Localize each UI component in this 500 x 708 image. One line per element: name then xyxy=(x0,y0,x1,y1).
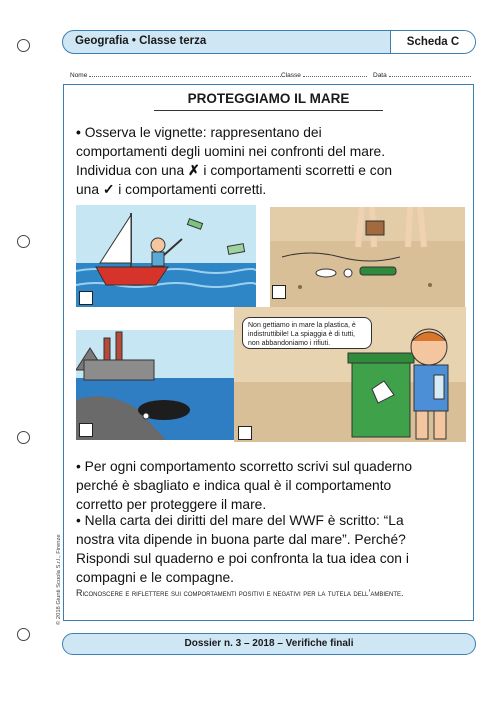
date-label: Data xyxy=(373,72,387,79)
title-underline xyxy=(154,110,383,111)
vignette-factory-pollution xyxy=(76,330,234,440)
learning-objective: Riconoscere e riflettere sui comportamenti positivi e negativi per la tutela dell’ambiente. xyxy=(76,588,404,598)
binder-hole-1 xyxy=(17,39,30,52)
factory-illustration xyxy=(76,330,234,440)
class-field[interactable] xyxy=(281,70,367,79)
cross-symbol: ✗ xyxy=(188,163,200,178)
sheet-label: Scheda C xyxy=(390,31,475,53)
header-bar xyxy=(62,30,476,54)
binder-hole-4 xyxy=(17,628,30,641)
date-field[interactable] xyxy=(373,70,471,79)
binder-hole-2 xyxy=(17,235,30,248)
sailboat-illustration xyxy=(76,205,256,307)
class-label: Classe xyxy=(281,72,301,79)
checkbox-vignette-4[interactable] xyxy=(238,426,252,440)
checkbox-vignette-3[interactable] xyxy=(79,423,93,437)
copyright-text: © 2018 Giunti Scuola S.r.l., Firenze xyxy=(56,534,62,625)
footer-bar: Dossier n. 3 – 2018 – Verifiche finali xyxy=(62,633,476,655)
name-label: Nome xyxy=(70,72,88,79)
check-symbol: ✓ xyxy=(102,182,115,197)
vignette-beach-litter xyxy=(270,207,465,307)
task-3-paragraph: • Nella carta dei diritti del mare del WWF è scritto: “La nostra vita dipende in buona parte dal mare”. Perché? Rispondi sul quaderno e poi confronta la tua idea con i compagni e le compagne. xyxy=(76,513,409,585)
checkbox-vignette-1[interactable] xyxy=(79,291,93,305)
worksheet-frame xyxy=(63,84,474,621)
vignette-sailboat-litter xyxy=(76,205,256,307)
checkbox-vignette-2[interactable] xyxy=(272,285,286,299)
worksheet-title: PROTEGGIAMO IL MARE xyxy=(187,91,350,106)
subject-title: Geografia • Classe terza xyxy=(75,35,207,47)
vignette-boy-recycling xyxy=(234,307,466,442)
speech-bubble: Non gettiamo in mare la plastica, è indistruttibile! La spiaggia è di tutti, non abbandoniamo i rifiuti. xyxy=(242,317,372,349)
task-2-paragraph: • Per ogni comportamento scorretto scrivi sul quaderno perché è sbagliato e indica qual è il comportamento corretto per proteggere il mare. xyxy=(76,459,413,512)
binder-hole-3 xyxy=(17,431,30,444)
name-field[interactable] xyxy=(70,70,281,79)
beach-illustration xyxy=(270,207,465,307)
intro-paragraph: • Osserva le vignette: rappresentano dei comportamenti degli uomini nei confronti del mare. Individua con una ✗ i comportamenti scorretti e con una ✓ i comportamenti corretti. xyxy=(76,125,393,197)
